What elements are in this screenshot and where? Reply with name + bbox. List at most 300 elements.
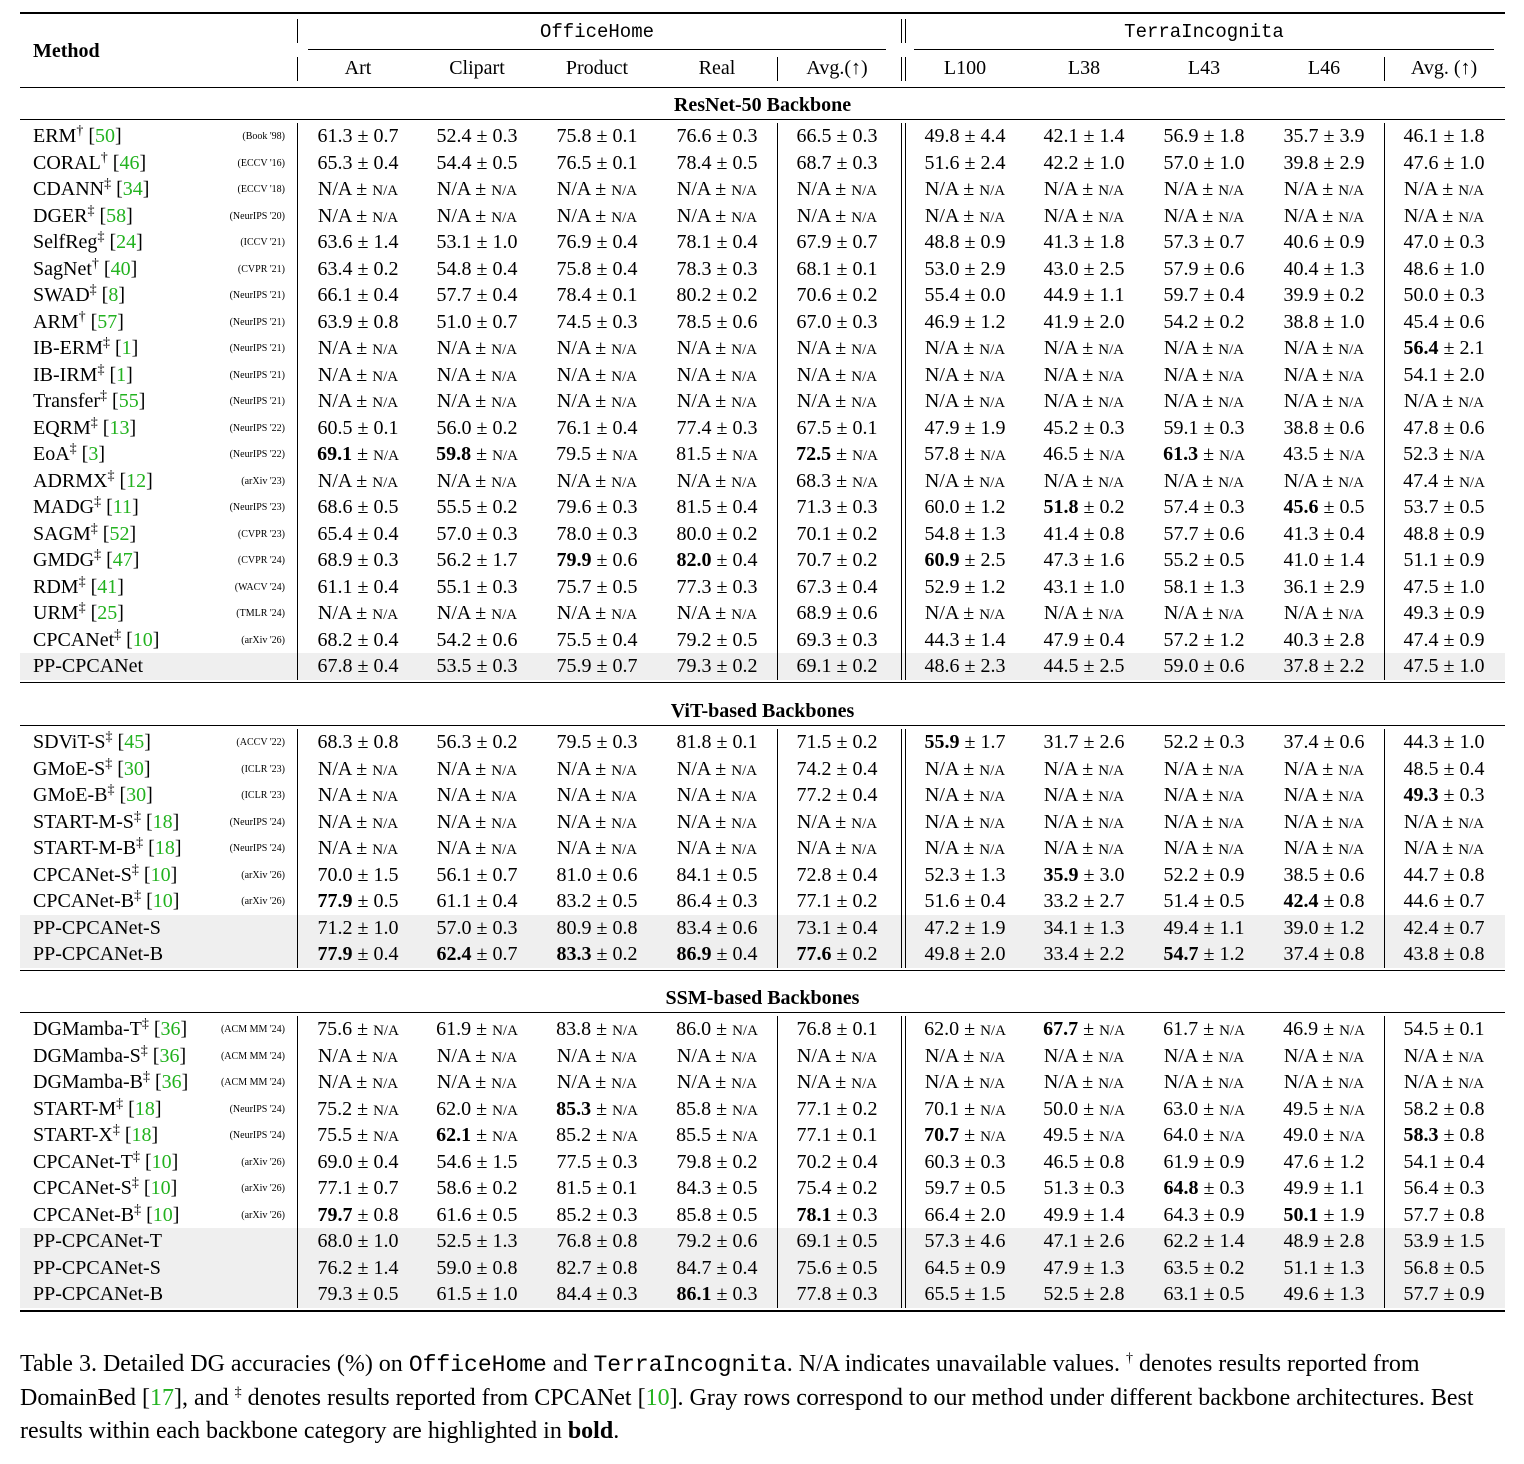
- std-value: 1.2: [980, 310, 1006, 333]
- citation-link[interactable]: 36: [159, 1044, 180, 1067]
- value-cell: 72.5 ± N/A: [796, 443, 878, 465]
- std-value: 0.2: [852, 943, 878, 965]
- table-row: [20, 362, 1505, 389]
- std-value: 0.5: [612, 575, 638, 598]
- mean-value: 47.9: [1043, 628, 1079, 651]
- value-cell: N/A ± N/A: [924, 602, 1006, 624]
- value-cell: N/A ± N/A: [1163, 837, 1245, 859]
- value-cell: 35.9 ± 3.0: [1043, 863, 1125, 886]
- std-value: 0.2: [732, 522, 758, 545]
- caption-citation[interactable]: 17: [149, 1385, 174, 1411]
- column-header: L38: [1067, 57, 1101, 79]
- mean-value: 57.0: [436, 916, 472, 939]
- value-cell: 68.9 ± 0.6: [796, 602, 878, 624]
- mean-value: 43.0: [1043, 257, 1079, 280]
- std-value: N/A: [1098, 842, 1125, 858]
- value-cell: N/A ± N/A: [317, 469, 399, 492]
- mean-value: 61.9: [1163, 1150, 1199, 1173]
- vertical-rule: [905, 57, 906, 81]
- table-row: [20, 1281, 1505, 1308]
- table-row: [20, 729, 1505, 756]
- value-cell: N/A ± N/A: [436, 1071, 518, 1093]
- value-cell: 49.3 ± 0.3: [1403, 784, 1485, 806]
- value-cell: N/A ± N/A: [1163, 337, 1245, 359]
- caption-citation[interactable]: 10: [645, 1385, 670, 1411]
- std-value: N/A: [852, 474, 878, 491]
- std-value: 0.9: [980, 1256, 1006, 1279]
- value-cell: N/A ± N/A: [436, 1044, 518, 1067]
- value-cell: 81.8 ± 0.1: [676, 731, 758, 753]
- mean-value: 36.1: [1283, 575, 1319, 598]
- source-mark: ‡: [116, 1095, 124, 1111]
- value-cell: 61.3 ± N/A: [1163, 443, 1245, 465]
- citation-link[interactable]: 18: [134, 1097, 155, 1120]
- method-name: MADG‡ [11]: [33, 494, 139, 518]
- value-cell: N/A ± N/A: [556, 1071, 638, 1093]
- citation-link[interactable]: 57: [97, 310, 118, 333]
- value-cell: N/A ± N/A: [676, 602, 758, 624]
- std-value: 0.4: [492, 284, 518, 306]
- std-value: 0.4: [1099, 628, 1125, 651]
- mean-value: 86.4: [676, 890, 712, 912]
- std-value: N/A: [731, 342, 758, 358]
- mean-value: 72.5: [796, 443, 832, 465]
- value-cell: 64.5 ± 0.9: [924, 1256, 1006, 1279]
- value-cell: 68.3 ± N/A: [796, 469, 878, 492]
- table-row: [20, 1069, 1505, 1096]
- source-mark: ‡: [97, 229, 105, 245]
- value-cell: N/A ± N/A: [924, 837, 1006, 859]
- method-label: DGMamba-S: [33, 1044, 141, 1067]
- std-value: 0.5: [852, 1256, 878, 1279]
- std-value: N/A: [372, 842, 399, 858]
- value-cell: 57.3 ± 4.6: [924, 1230, 1006, 1252]
- citation-link[interactable]: 3: [88, 443, 99, 465]
- citation-link[interactable]: 25: [97, 602, 118, 624]
- std-value: 1.0: [492, 1283, 518, 1305]
- mean-value: 70.1: [796, 522, 832, 545]
- std-value: N/A: [372, 1049, 399, 1066]
- std-value: 0.3: [492, 655, 518, 677]
- mean-value: 51.6: [924, 151, 960, 174]
- std-value: 0.3: [852, 496, 878, 518]
- value-cell: 75.9 ± 0.7: [556, 655, 638, 677]
- value-cell: 57.7 ± 0.4: [436, 284, 518, 306]
- citation-link[interactable]: 40: [110, 257, 131, 280]
- mean-value: 47.3: [1043, 549, 1079, 571]
- std-value: N/A: [611, 183, 638, 199]
- value-cell: 52.3 ± 1.3: [924, 863, 1006, 886]
- value-cell: 61.1 ± 0.4: [436, 890, 518, 912]
- std-value: 1.0: [1339, 310, 1365, 333]
- std-value: N/A: [979, 789, 1006, 805]
- mean-value: 85.8: [676, 1203, 712, 1226]
- std-value: 0.3: [1219, 496, 1245, 518]
- citation-link[interactable]: 34: [122, 178, 143, 200]
- citation-link[interactable]: 1: [121, 337, 132, 359]
- mean-value: N/A: [1043, 602, 1078, 624]
- venue-label: (NeurIPS '22): [229, 449, 285, 460]
- mean-value: 67.3: [796, 575, 832, 598]
- mean-value: 52.2: [1163, 863, 1199, 886]
- value-cell: 77.4 ± 0.3: [676, 416, 758, 439]
- std-value: 1.9: [980, 416, 1006, 439]
- mean-value: 62.2: [1163, 1230, 1199, 1252]
- mean-value: 79.6: [556, 496, 592, 518]
- table-row: [20, 1175, 1505, 1202]
- method-name: DGMamba-B‡ [36]: [33, 1069, 189, 1093]
- mean-value: 80.9: [556, 916, 592, 939]
- mean-value: 60.0: [924, 496, 960, 518]
- method-label: DGMamba-T: [33, 1018, 142, 1040]
- value-cell: 52.9 ± 1.2: [924, 575, 1006, 598]
- std-value: N/A: [1458, 209, 1485, 226]
- source-mark: ‡: [104, 176, 112, 192]
- mean-value: 49.5: [1043, 1124, 1079, 1146]
- std-value: 0.2: [732, 1150, 758, 1173]
- mean-value: 51.8: [1043, 496, 1079, 518]
- value-cell: 49.8 ± 2.0: [924, 943, 1006, 965]
- value-cell: N/A ± N/A: [556, 390, 638, 412]
- citation-link[interactable]: 58: [106, 204, 127, 227]
- value-cell: 47.1 ± 2.6: [1043, 1230, 1125, 1252]
- value-cell: N/A ± N/A: [924, 390, 1006, 412]
- std-value: 1.3: [980, 522, 1006, 545]
- value-cell: N/A ± N/A: [924, 784, 1006, 806]
- value-cell: 49.4 ± 1.1: [1163, 916, 1245, 939]
- citation-link[interactable]: 12: [126, 469, 147, 492]
- std-value: 0.4: [1339, 522, 1365, 545]
- std-value: 0.4: [732, 496, 758, 518]
- std-value: 0.6: [492, 628, 518, 651]
- mean-value: 47.6: [1403, 151, 1439, 174]
- mean-value: N/A: [924, 757, 959, 780]
- citation-link[interactable]: 10: [150, 863, 171, 886]
- method-label: GMoE-B: [33, 784, 108, 806]
- value-cell: 64.0 ± N/A: [1163, 1124, 1245, 1146]
- mean-value: 70.2: [796, 1150, 832, 1173]
- citation-link[interactable]: 10: [152, 890, 173, 912]
- value-cell: 44.5 ± 2.5: [1043, 655, 1125, 677]
- std-value: 2.0: [980, 943, 1006, 965]
- mean-value: 79.8: [676, 1150, 712, 1173]
- mean-value: 68.3: [317, 731, 353, 753]
- mean-value: 53.9: [1403, 1230, 1439, 1252]
- mean-value: 78.1: [676, 231, 712, 253]
- std-value: N/A: [1458, 815, 1485, 832]
- method-name: START-M-B‡ [18]: [33, 835, 182, 859]
- value-cell: 33.2 ± 2.7: [1043, 890, 1125, 912]
- method-name: START-M‡ [18]: [33, 1095, 162, 1120]
- std-value: N/A: [373, 448, 399, 464]
- std-value: N/A: [491, 209, 518, 226]
- table-row: [20, 627, 1505, 654]
- mean-value: 85.5: [676, 1124, 712, 1146]
- citation-link[interactable]: 46: [119, 151, 140, 174]
- std-value: N/A: [491, 1076, 518, 1092]
- std-value: 0.1: [852, 257, 878, 280]
- std-value: 2.0: [1459, 363, 1485, 386]
- value-cell: 63.1 ± 0.5: [1163, 1283, 1245, 1305]
- value-cell: N/A ± N/A: [676, 390, 758, 412]
- value-cell: 49.5 ± N/A: [1283, 1097, 1365, 1120]
- citation-link[interactable]: 13: [109, 416, 130, 439]
- std-value: 0.8: [1459, 863, 1485, 886]
- mean-value: 60.9: [924, 549, 960, 571]
- std-value: 0.8: [492, 1256, 518, 1279]
- std-value: N/A: [611, 368, 638, 385]
- mean-value: 52.3: [1403, 443, 1439, 465]
- venue-label: (arXiv '26): [241, 1183, 285, 1194]
- std-value: 0.4: [492, 890, 518, 912]
- std-value: 0.6: [732, 1230, 758, 1252]
- std-value: 1.4: [1219, 1230, 1245, 1252]
- venue-label: (CVPR '21): [237, 263, 285, 275]
- value-cell: 82.7 ± 0.8: [556, 1256, 638, 1279]
- mean-value: 46.5: [1043, 443, 1079, 465]
- std-value: N/A: [1338, 1049, 1365, 1066]
- citation-link[interactable]: 11: [112, 496, 133, 518]
- mean-value: N/A: [1163, 810, 1198, 833]
- venue-label: (NeurIPS '24): [229, 1130, 285, 1141]
- mean-value: 52.5: [1043, 1283, 1079, 1305]
- citation-link[interactable]: 18: [152, 810, 173, 833]
- value-cell: 55.5 ± 0.2: [436, 496, 518, 518]
- std-value: 0.6: [612, 863, 638, 886]
- value-cell: 61.3 ± 0.7: [317, 125, 399, 147]
- std-value: 2.2: [1339, 655, 1365, 677]
- value-cell: 56.3 ± 0.2: [436, 731, 518, 753]
- value-cell: 63.9 ± 0.8: [317, 310, 399, 333]
- std-value: N/A: [491, 815, 518, 832]
- table-row: [20, 203, 1505, 230]
- citation-link[interactable]: 10: [150, 1177, 171, 1199]
- mean-value: 39.0: [1283, 916, 1319, 939]
- value-cell: 54.8 ± 0.4: [436, 257, 518, 280]
- std-value: 0.7: [1219, 231, 1245, 253]
- table-row: [20, 941, 1505, 968]
- value-cell: 57.0 ± 0.3: [436, 522, 518, 545]
- mean-value: 41.3: [1043, 231, 1079, 253]
- venue-label: (NeurIPS '21): [229, 396, 285, 407]
- value-cell: N/A ± N/A: [436, 784, 518, 806]
- value-cell: N/A ± N/A: [436, 337, 518, 359]
- value-cell: 53.1 ± 1.0: [436, 231, 518, 253]
- citation-link[interactable]: 30: [126, 784, 147, 806]
- mean-value: 63.4: [317, 257, 353, 280]
- mean-value: 58.6: [436, 1177, 472, 1199]
- std-value: 1.6: [1099, 549, 1125, 571]
- std-value: 1.0: [1099, 575, 1125, 598]
- mean-value: 55.5: [436, 496, 472, 518]
- std-value: 1.0: [1459, 655, 1485, 677]
- value-cell: 48.5 ± 0.4: [1403, 757, 1485, 780]
- citation-link[interactable]: 41: [97, 575, 118, 598]
- mean-value: 48.5: [1403, 757, 1439, 780]
- citation-link[interactable]: 50: [95, 125, 116, 147]
- mean-value: N/A: [1403, 837, 1438, 859]
- std-value: 2.8: [1099, 1283, 1125, 1305]
- mean-value: 56.1: [436, 863, 472, 886]
- mean-value: 53.5: [436, 655, 472, 677]
- std-value: N/A: [732, 1129, 758, 1145]
- std-value: 0.4: [1219, 284, 1245, 306]
- value-cell: N/A ± N/A: [556, 204, 638, 227]
- std-value: 0.3: [612, 1150, 638, 1173]
- std-value: 0.1: [732, 731, 758, 753]
- mean-value: 71.5: [796, 731, 832, 753]
- vertical-rule: [1384, 1016, 1385, 1308]
- mean-value: 83.4: [676, 916, 712, 939]
- std-value: N/A: [611, 474, 638, 491]
- value-cell: 84.4 ± 0.3: [556, 1283, 638, 1305]
- citation-link[interactable]: 10: [152, 1203, 173, 1226]
- mean-value: 83.2: [556, 890, 592, 912]
- source-mark: ‡: [78, 573, 86, 589]
- mean-value: 86.1: [676, 1283, 712, 1305]
- mean-value: 77.2: [796, 784, 832, 806]
- mean-value: 77.4: [676, 416, 712, 439]
- std-value: N/A: [1099, 1102, 1125, 1119]
- value-cell: N/A ± N/A: [1283, 602, 1365, 624]
- value-cell: 54.7 ± 1.2: [1163, 943, 1245, 965]
- value-cell: 74.2 ± 0.4: [796, 757, 878, 780]
- mean-value: N/A: [1043, 363, 1078, 386]
- table-row: [20, 256, 1505, 283]
- mean-value: N/A: [317, 1071, 352, 1093]
- mean-value: N/A: [317, 178, 352, 200]
- citation-link[interactable]: 1: [116, 363, 127, 386]
- venue-label: (NeurIPS '23): [229, 502, 285, 513]
- mean-value: 76.8: [556, 1230, 592, 1252]
- std-value: N/A: [373, 1102, 399, 1119]
- mean-value: 79.5: [556, 443, 592, 465]
- method-name: START-X‡ [18]: [33, 1122, 159, 1146]
- venue-label: (Book '98): [242, 131, 285, 142]
- std-value: 0.3: [732, 257, 758, 280]
- std-value: N/A: [851, 183, 878, 199]
- mean-value: N/A: [1163, 602, 1198, 624]
- value-cell: 76.9 ± 0.4: [556, 231, 638, 253]
- mean-value: 70.7: [796, 549, 832, 571]
- citation-link[interactable]: 8: [108, 284, 119, 306]
- std-value: 1.2: [1219, 943, 1245, 965]
- mean-value: 57.4: [1163, 496, 1199, 518]
- std-value: N/A: [1098, 183, 1125, 199]
- citation-link[interactable]: 36: [161, 1071, 182, 1093]
- citation-link[interactable]: 18: [154, 837, 175, 859]
- caption-dataset-2: TerraIncognita: [593, 1352, 787, 1378]
- value-cell: 45.6 ± 0.5: [1283, 496, 1365, 518]
- method-name: SelfReg‡ [24]: [33, 229, 143, 253]
- mean-value: 79.2: [676, 1230, 712, 1252]
- citation-link[interactable]: 47: [112, 549, 133, 571]
- venue-label: (ACM MM '24): [220, 1077, 285, 1088]
- vertical-rule: [777, 1016, 778, 1308]
- std-value: N/A: [611, 815, 638, 832]
- citation-link[interactable]: 36: [160, 1018, 181, 1040]
- std-value: N/A: [491, 1049, 518, 1066]
- std-value: 0.8: [612, 1256, 638, 1279]
- mean-value: 63.9: [317, 310, 353, 333]
- mean-value: 75.8: [556, 125, 592, 147]
- section-title: ResNet-50 Backbone: [673, 94, 852, 116]
- caption-text: ]. Gray rows correspond to our method under different backbone architectures. Best results within each backbone category are highlighted in: [20, 1385, 1474, 1444]
- value-cell: N/A ± N/A: [676, 337, 758, 359]
- std-value: N/A: [1219, 1102, 1245, 1119]
- method-label: SelfReg: [33, 231, 98, 253]
- std-value: 0.3: [373, 549, 399, 571]
- citation-link[interactable]: 55: [118, 390, 139, 412]
- value-cell: 60.5 ± 0.1: [317, 416, 399, 439]
- mean-value: 37.4: [1283, 943, 1319, 965]
- venue-label: (ICLR '23): [241, 763, 285, 775]
- std-value: 0.5: [373, 890, 399, 912]
- value-cell: 64.8 ± 0.3: [1163, 1177, 1245, 1199]
- mean-value: 68.1: [796, 257, 832, 280]
- mean-value: 49.0: [1283, 1124, 1319, 1146]
- std-value: 4.4: [980, 125, 1006, 147]
- value-cell: 43.1 ± 1.0: [1043, 575, 1125, 598]
- value-cell: 49.8 ± 4.4: [924, 125, 1006, 147]
- mean-value: 57.9: [1163, 257, 1199, 280]
- mean-value: 54.2: [1163, 310, 1199, 333]
- mean-value: N/A: [676, 1044, 711, 1067]
- mean-value: 75.5: [317, 1124, 353, 1146]
- std-value: 0.9: [1459, 549, 1485, 571]
- citation-link[interactable]: 10: [132, 628, 153, 651]
- mean-value: 42.2: [1043, 151, 1079, 174]
- mean-value: N/A: [317, 390, 352, 412]
- venue-label: (CVPR '24): [237, 555, 285, 566]
- value-cell: 61.6 ± 0.5: [436, 1203, 518, 1226]
- mean-value: 52.4: [436, 125, 472, 147]
- value-cell: 37.4 ± 0.8: [1283, 943, 1365, 965]
- mean-value: N/A: [436, 390, 471, 412]
- citation-link[interactable]: 30: [123, 757, 144, 780]
- mean-value: N/A: [1283, 602, 1318, 624]
- terraincognita-cmidrule: [914, 49, 1494, 50]
- method-label: START-M: [33, 1097, 117, 1120]
- value-cell: 76.2 ± 1.4: [317, 1256, 399, 1279]
- value-cell: 75.4 ± 0.2: [796, 1177, 878, 1199]
- mean-value: N/A: [924, 204, 959, 227]
- citation-link[interactable]: 24: [116, 231, 137, 253]
- source-mark: ‡: [100, 388, 108, 404]
- std-value: 1.0: [373, 1230, 399, 1252]
- mean-value: 60.5: [317, 416, 353, 439]
- mean-value: N/A: [924, 784, 959, 806]
- std-value: 0.2: [852, 284, 878, 306]
- mean-value: N/A: [1163, 469, 1198, 492]
- std-value: N/A: [979, 1049, 1006, 1066]
- std-value: 0.2: [852, 1097, 878, 1120]
- value-cell: 79.3 ± 0.2: [676, 655, 758, 677]
- value-cell: 63.5 ± 0.2: [1163, 1256, 1245, 1279]
- citation-link[interactable]: 10: [151, 1150, 172, 1173]
- citation-link[interactable]: 18: [131, 1124, 152, 1146]
- value-cell: 41.4 ± 0.8: [1043, 522, 1125, 545]
- std-value: N/A: [731, 1049, 758, 1066]
- std-value: 0.1: [852, 1018, 878, 1040]
- mean-value: N/A: [1163, 390, 1198, 412]
- value-cell: 40.6 ± 0.9: [1283, 231, 1365, 253]
- citation-link[interactable]: 45: [124, 731, 145, 753]
- mean-value: 67.9: [796, 231, 832, 253]
- mean-value: N/A: [924, 337, 959, 359]
- citation-link[interactable]: 52: [109, 522, 130, 545]
- mean-value: 42.1: [1043, 125, 1079, 147]
